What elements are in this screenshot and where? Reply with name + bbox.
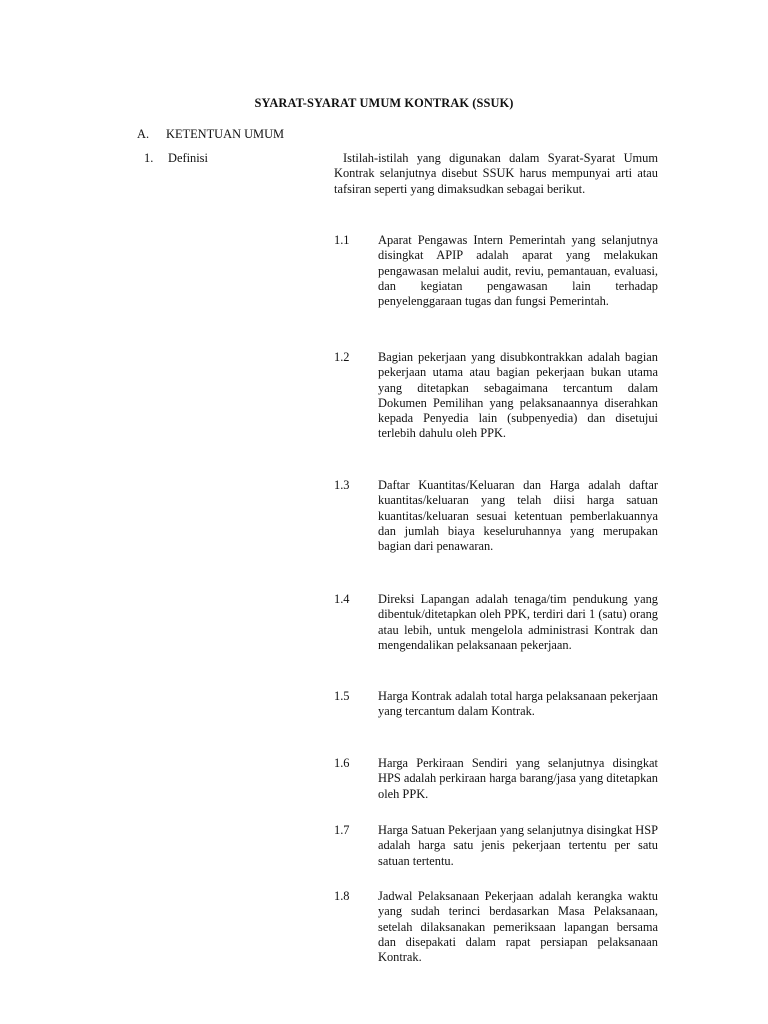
- definition-item: [334, 689, 658, 756]
- item-text: Aparat Pengawas Intern Pemerintah yang selanjutnya disingkat APIP adalah aparat yang melakukan pengawasan melalui audit, reviu, pemantauan, evaluasi, dan kegiatan pengawasan lain terhadap penyelenggaraan tugas dan fungsi Pemerintah.: [378, 233, 658, 309]
- definition-number: 1.: [144, 151, 154, 165]
- item-number: 1.2: [334, 350, 350, 364]
- item-text: Bagian pekerjaan yang disubkontrakkan adalah bagian pekerjaan utama atau bagian pekerjaan bukan utama yang ditetapkan sebagaimana tercantum dalam Dokumen Pemilihan yang pelaksanaannya diserahkan kepada Penyedia lain (subpenyedia) dan disetujui terlebih dahulu oleh PPK.: [378, 350, 658, 441]
- section-title: KETENTUAN UMUM: [166, 127, 285, 141]
- definition-item: [334, 233, 658, 350]
- item-number: 1.5: [334, 689, 350, 703]
- item-number: 1.8: [334, 889, 350, 903]
- definition-label: Definisi: [168, 151, 208, 165]
- item-number: 1.7: [334, 823, 350, 837]
- definition-intro: Istilah-istilah yang digunakan dalam Syarat-Syarat Umum Kontrak selanjutnya disebut SSUK harus mempunyai arti atau tafsiran seperti yang dimaksudkan sebagai berikut.: [334, 151, 658, 196]
- definition-item: [334, 889, 658, 989]
- item-text: Harga Kontrak adalah total harga pelaksanaan pekerjaan yang tercantum dalam Kontrak.: [378, 689, 658, 719]
- item-number: 1.3: [334, 478, 350, 492]
- item-text: Jadwal Pelaksanaan Pekerjaan adalah kerangka waktu yang sudah terinci berdasarkan Masa Pelaksanaan, setelah dilaksanakan pemeriksaan lapangan bersama dan disepakati dalam rapat persiapan pelaksanaan Kontrak.: [378, 889, 658, 965]
- item-number: 1.1: [334, 233, 350, 247]
- definition-list: [334, 233, 658, 989]
- definition-item: [334, 592, 658, 689]
- document-title: SYARAT-SYARAT UMUM KONTRAK (SSUK): [254, 96, 514, 110]
- section-letter: A.: [137, 127, 150, 141]
- item-text: Harga Perkiraan Sendiri yang selanjutnya disingkat HPS adalah perkiraan harga barang/jasa yang ditetapkan oleh PPK.: [378, 756, 658, 801]
- item-number: 1.6: [334, 756, 350, 770]
- definition-item: [334, 478, 658, 592]
- item-text: Harga Satuan Pekerjaan yang selanjutnya disingkat HSP adalah harga satu jenis pekerjaan tertentu per satu satuan tertentu.: [378, 823, 658, 868]
- definition-item: [334, 756, 658, 823]
- definition-item: [334, 823, 658, 889]
- item-number: 1.4: [334, 592, 350, 606]
- item-text: Direksi Lapangan adalah tenaga/tim pendukung yang dibentuk/ditetapkan oleh PPK, terdiri dari 1 (satu) orang atau lebih, untuk mengelola administrasi Kontrak dan mengendalikan pelaksanaan pekerjaan.: [378, 592, 658, 652]
- definition-item: [334, 350, 658, 478]
- item-text: Daftar Kuantitas/Keluaran dan Harga adalah daftar kuantitas/keluaran yang telah diisi harga satuan kuantitas/keluaran sesuai ketentuan pemberlakuannya dan jumlah biaya keseluruhannya yang merupakan bagian dari penawaran.: [378, 478, 658, 554]
